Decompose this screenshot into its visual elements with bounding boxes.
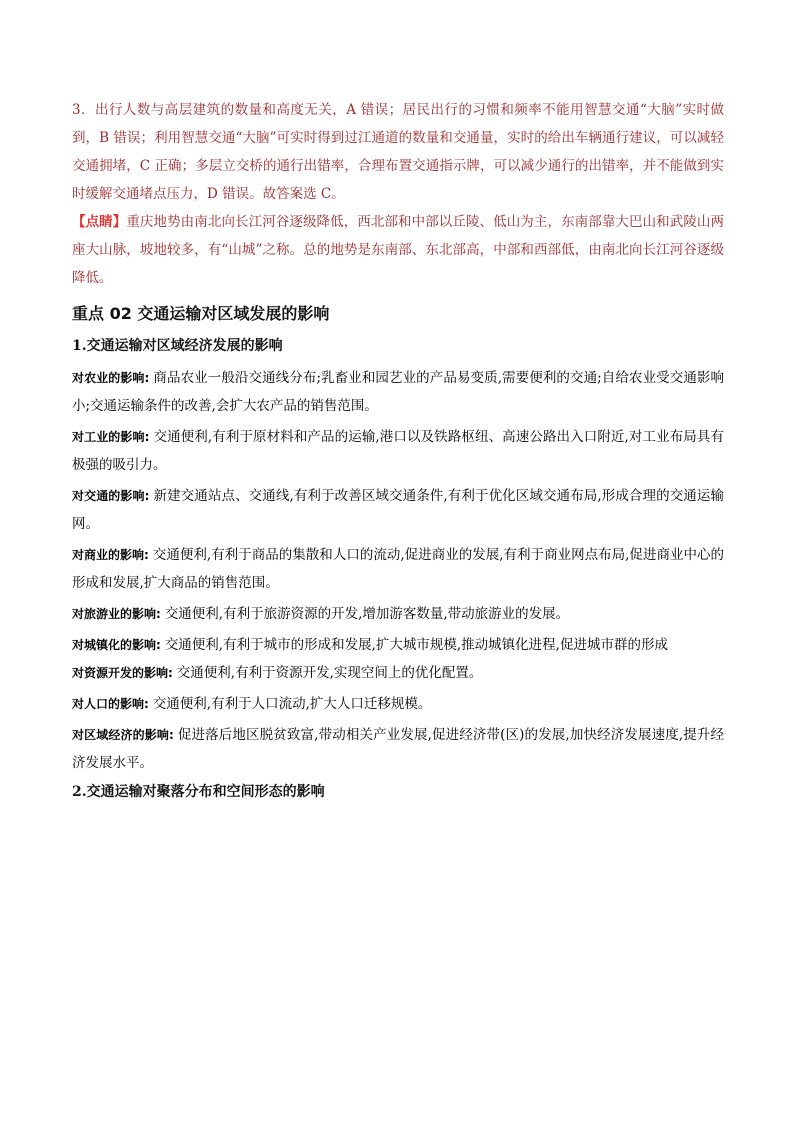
impact-text: 交通便利,有利于资源开发,实现空间上的优化配置。 — [176, 665, 483, 681]
impact-text: 商品农业一般沿交通线分布;乳畜业和园艺业的产品易变质,需要便利的交通;自给农业受交通影响小;交通运输条件的改善,会扩大农产品的销售范围。 — [72, 370, 724, 414]
impact-text: 新建交通站点、交通线,有利于改善区域交通条件,有利于优化区域交通布局,形成合理的交通运输网。 — [72, 488, 724, 532]
impact-text: 交通便利,有利于原材料和产品的运输,港口以及铁路枢纽、高速公路出入口附近,对工业布局具有极强的吸引力。 — [72, 429, 724, 473]
tip-paragraph — [72, 208, 724, 292]
document-page — [72, 96, 724, 810]
impact-label: 对城镇化的影响: — [72, 638, 161, 652]
impact-text: 交通便利,有利于城市的形成和发展,扩大城市规模,推动城镇化进程,促进城市群的形成 — [164, 637, 668, 653]
impact-text: 促进落后地区脱贫致富,带动相关产业发展,促进经济带(区)的发展,加快经济发展速度,提升经济发展水平。 — [72, 727, 724, 771]
section-title: 重点 02 交通运输对区域发展的影响 — [72, 304, 330, 323]
impact-item-commerce — [72, 541, 724, 597]
subsection-title-1: 1.交通运输对区域经济发展的影响 — [72, 338, 283, 354]
impact-label: 对旅游业的影响: — [72, 607, 161, 621]
impact-item-industry — [72, 423, 724, 479]
impact-item-agriculture — [72, 364, 724, 420]
answer-explanation: 3．出行人数与高层建筑的数量和高度无关，A 错误；居民出行的习惯和频率不能用智慧交通“大脑”实时做到，B 错误；利用智慧交通“大脑”可实时得到过江通道的数量和交通量，实时的给出车辆通行建议，可以减轻交通拥堵，C 正确；多层立交桥的通行出错率，合理布置交通指示牌，可以减少通行的出错率，并不能做到实时缓解交通堵点压力，D 错误。故答案选 C。 — [72, 102, 724, 202]
impact-label: 对交通的影响: — [72, 489, 150, 503]
impact-label: 对工业的影响: — [72, 430, 150, 444]
impact-item-regional-economy — [72, 721, 724, 777]
impact-label: 对区域经济的影响: — [72, 728, 174, 742]
impact-text: 交通便利,有利于人口流动,扩大人口迁移规模。 — [152, 696, 432, 712]
impact-item-tourism — [72, 600, 724, 628]
impact-label: 对人口的影响: — [72, 697, 149, 711]
impact-label: 对农业的影响: — [72, 371, 150, 385]
impact-item-transport — [72, 482, 724, 538]
impact-label: 对商业的影响: — [72, 548, 149, 562]
tip-text: 重庆地势由南北向长江河谷逐级降低，西北部和中部以丘陵、低山为主，东南部靠大巴山和武陵山两座大山脉，坡地较多，有“山城”之称。总的地势是东南部、东北部高，中部和西部低，由南北向长江河谷逐级降低。 — [72, 214, 725, 286]
subsection-title-2: 2.交通运输对聚落分布和空间形态的影响 — [72, 784, 325, 800]
impact-item-population — [72, 690, 724, 718]
impact-label: 对资源开发的影响: — [72, 666, 173, 680]
impact-item-urbanization — [72, 631, 724, 659]
impact-text: 交通便利,有利于旅游资源的开发,增加游客数量,带动旅游业的发展。 — [164, 606, 570, 622]
tip-label: 【点睛】 — [72, 214, 127, 230]
impact-item-resources — [72, 659, 724, 687]
impact-text: 交通便利,有利于商品的集散和人口的流动,促进商业的发展,有利于商业网点布局,促进商业中心的形成和发展,扩大商品的销售范围。 — [72, 547, 724, 591]
